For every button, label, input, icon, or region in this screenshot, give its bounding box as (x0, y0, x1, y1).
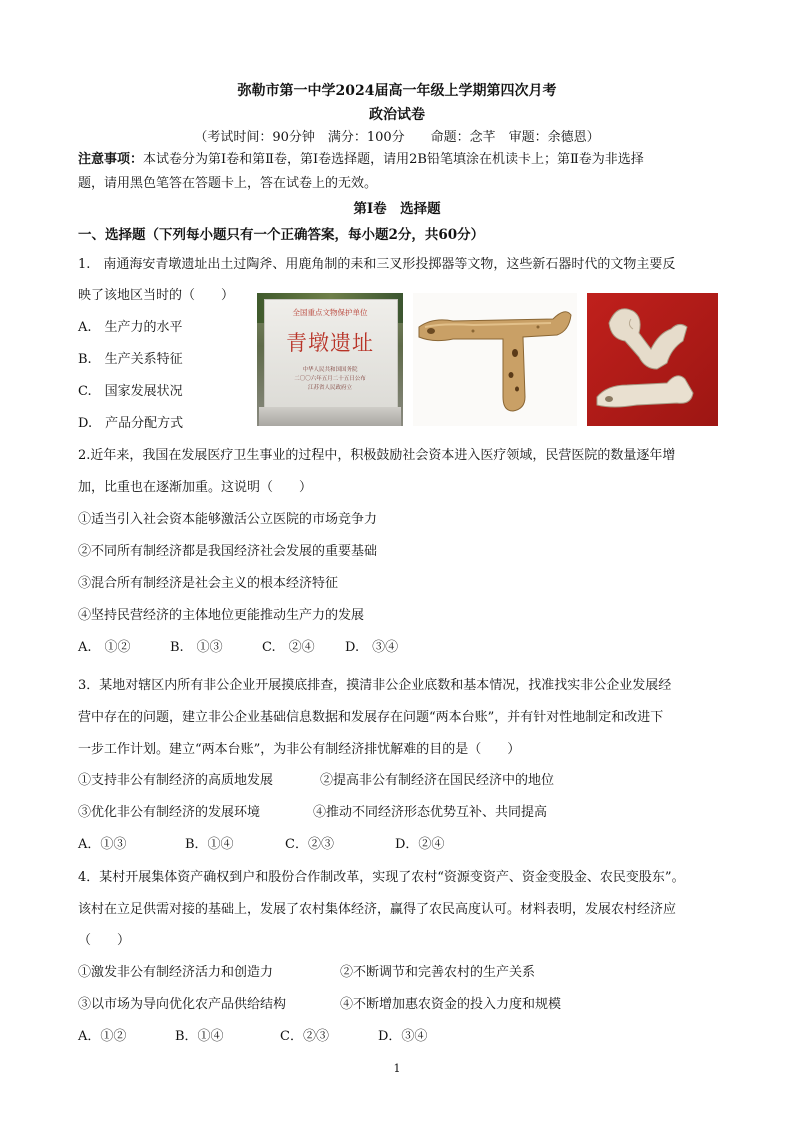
q1-option-c: C. 国家发展状况 (78, 384, 183, 399)
q2-item-2: ②不同所有制经济都是我国经济社会发展的重要基础 (78, 544, 378, 559)
q3-item-3: ③优化非公有制经济的发展环境 (78, 805, 261, 820)
q1-stem-line-1: 1. 南通海安青墩遗址出土过陶斧、用鹿角制的耒和三叉形投掷器等文物，这些新石器时代的文物主要反 (78, 257, 676, 272)
notice-line-1 (78, 148, 644, 167)
throwing-device-photo (587, 293, 718, 426)
q4-option-c: C．②③ (280, 1029, 329, 1044)
q4-option-b: B．①④ (175, 1029, 224, 1044)
q3-option-b: B．①④ (185, 837, 234, 852)
q4-item-1: ①激发非公有制经济活力和创造力 (78, 965, 274, 980)
notice-line-2: 题，请用黑色笔答在答题卡上，答在试卷上的无效。 (78, 176, 378, 191)
q3-option-c: C．②③ (285, 837, 334, 852)
exam-meta: （考试时间：90分钟 满分：100分 命题：念芊 审题：余德恩） (194, 130, 600, 145)
q3-option-d: D．②④ (395, 837, 445, 852)
q2-stem-line-1: 2.近年来，我国在发展医疗卫生事业的过程中，积极鼓励社会资本进入医疗领域，民营医院的数量逐年增 (78, 448, 676, 463)
notice-text-1: 本试卷分为第Ⅰ卷和第Ⅱ卷，第Ⅰ卷选择题，请用2B铅笔填涂在机读卡上；第Ⅱ卷为非选择 (143, 152, 644, 167)
q4-option-d: D．③④ (378, 1029, 428, 1044)
q1-option-b: B. 生产关系特征 (78, 352, 183, 367)
q3-item-2: ②提高非公有制经济在国民经济中的地位 (320, 773, 555, 788)
q4-stem-line-1: 4．某村开展集体资产确权到户和股份合作制改革，实现了农村“资源变资产、资金变股金、农民变股东”。 (78, 870, 685, 885)
monument-sub-text-1: 中华人民共和国国务院 (302, 367, 358, 373)
q1-option-d: D. 产品分配方式 (78, 416, 184, 431)
part-heading: 一、选择题（下列每小题只有一个正确答案，每小题2分，共60分） (78, 227, 485, 243)
q4-item-2: ②不断调节和完善农村的生产关系 (340, 965, 536, 980)
section-title: 第Ⅰ卷 选择题 (353, 201, 441, 217)
q3-item-4: ④推动不同经济形态优势互补、共同提高 (313, 805, 548, 820)
page-number: 1 (393, 1062, 401, 1075)
q2-item-4: ④坚持民营经济的主体地位更能推动生产力的发展 (78, 608, 365, 623)
monument-top-text: 全国重点文物保护单位 (292, 308, 368, 317)
exam-subject: 政治试卷 (369, 107, 425, 123)
q4-item-3: ③以市场为导向优化农产品供给结构 (78, 997, 287, 1012)
q1-stem-line-2: 映了该地区当时的（ ） (78, 288, 235, 303)
q3-stem-line-3: 一步工作计划。建立“两本台账”，为非公有制经济排忧解难的目的是（ ） (78, 742, 521, 757)
q3-item-1: ①支持非公有制经济的高质地发展 (78, 773, 274, 788)
monument-main-text: 青墩遗址 (286, 331, 374, 355)
antler-tool-photo (413, 293, 577, 426)
q3-stem-line-1: 3．某地对辖区内所有非公企业开展摸底排查，摸清非公企业底数和基本情况，找准找实非公企业发展经 (78, 678, 672, 693)
q2-item-1: ①适当引入社会资本能够激活公立医院的市场竞争力 (78, 512, 378, 527)
notice-label: 注意事项： (78, 152, 144, 167)
q2-stem-line-2: 加，比重也在逐渐加重。这说明（ ） (78, 480, 313, 495)
q4-stem-line-2: 该村在立足供需对接的基础上，发展了农村集体经济，赢得了农民高度认可。材料表明，发展农村经济应 (78, 902, 677, 917)
q2-item-3: ③混合所有制经济是社会主义的根本经济特征 (78, 576, 339, 591)
exam-title: 弥勒市第一中学2024届高一年级上学期第四次月考 (237, 83, 557, 99)
q2-option-b: B. ①③ (170, 640, 223, 655)
q4-stem-line-3: （ ） (78, 933, 131, 948)
q4-item-4: ④不断增加惠农资金的投入力度和规模 (340, 997, 562, 1012)
q2-option-c: C. ②④ (262, 640, 315, 655)
q2-option-d: D. ③④ (345, 640, 399, 655)
q3-option-a: A．①③ (78, 837, 127, 852)
throwing-device-image (587, 293, 718, 426)
antler-tool-image (413, 293, 577, 426)
monument-sub-text-3: 江苏省人民政府立 (307, 385, 352, 391)
q3-stem-line-2: 营中存在的问题，建立非公企业基础信息数据和发展存在问题“两本台账”，并有针对性地制定和改进下 (78, 710, 664, 725)
monument-sub-text-2: 二〇〇六年五月二十五日公布 (294, 376, 366, 382)
q4-option-a: A．①② (78, 1029, 127, 1044)
monument-photo (257, 293, 403, 426)
q2-option-a: A. ①② (78, 640, 131, 655)
q1-option-a: A. 生产力的水平 (78, 320, 183, 335)
